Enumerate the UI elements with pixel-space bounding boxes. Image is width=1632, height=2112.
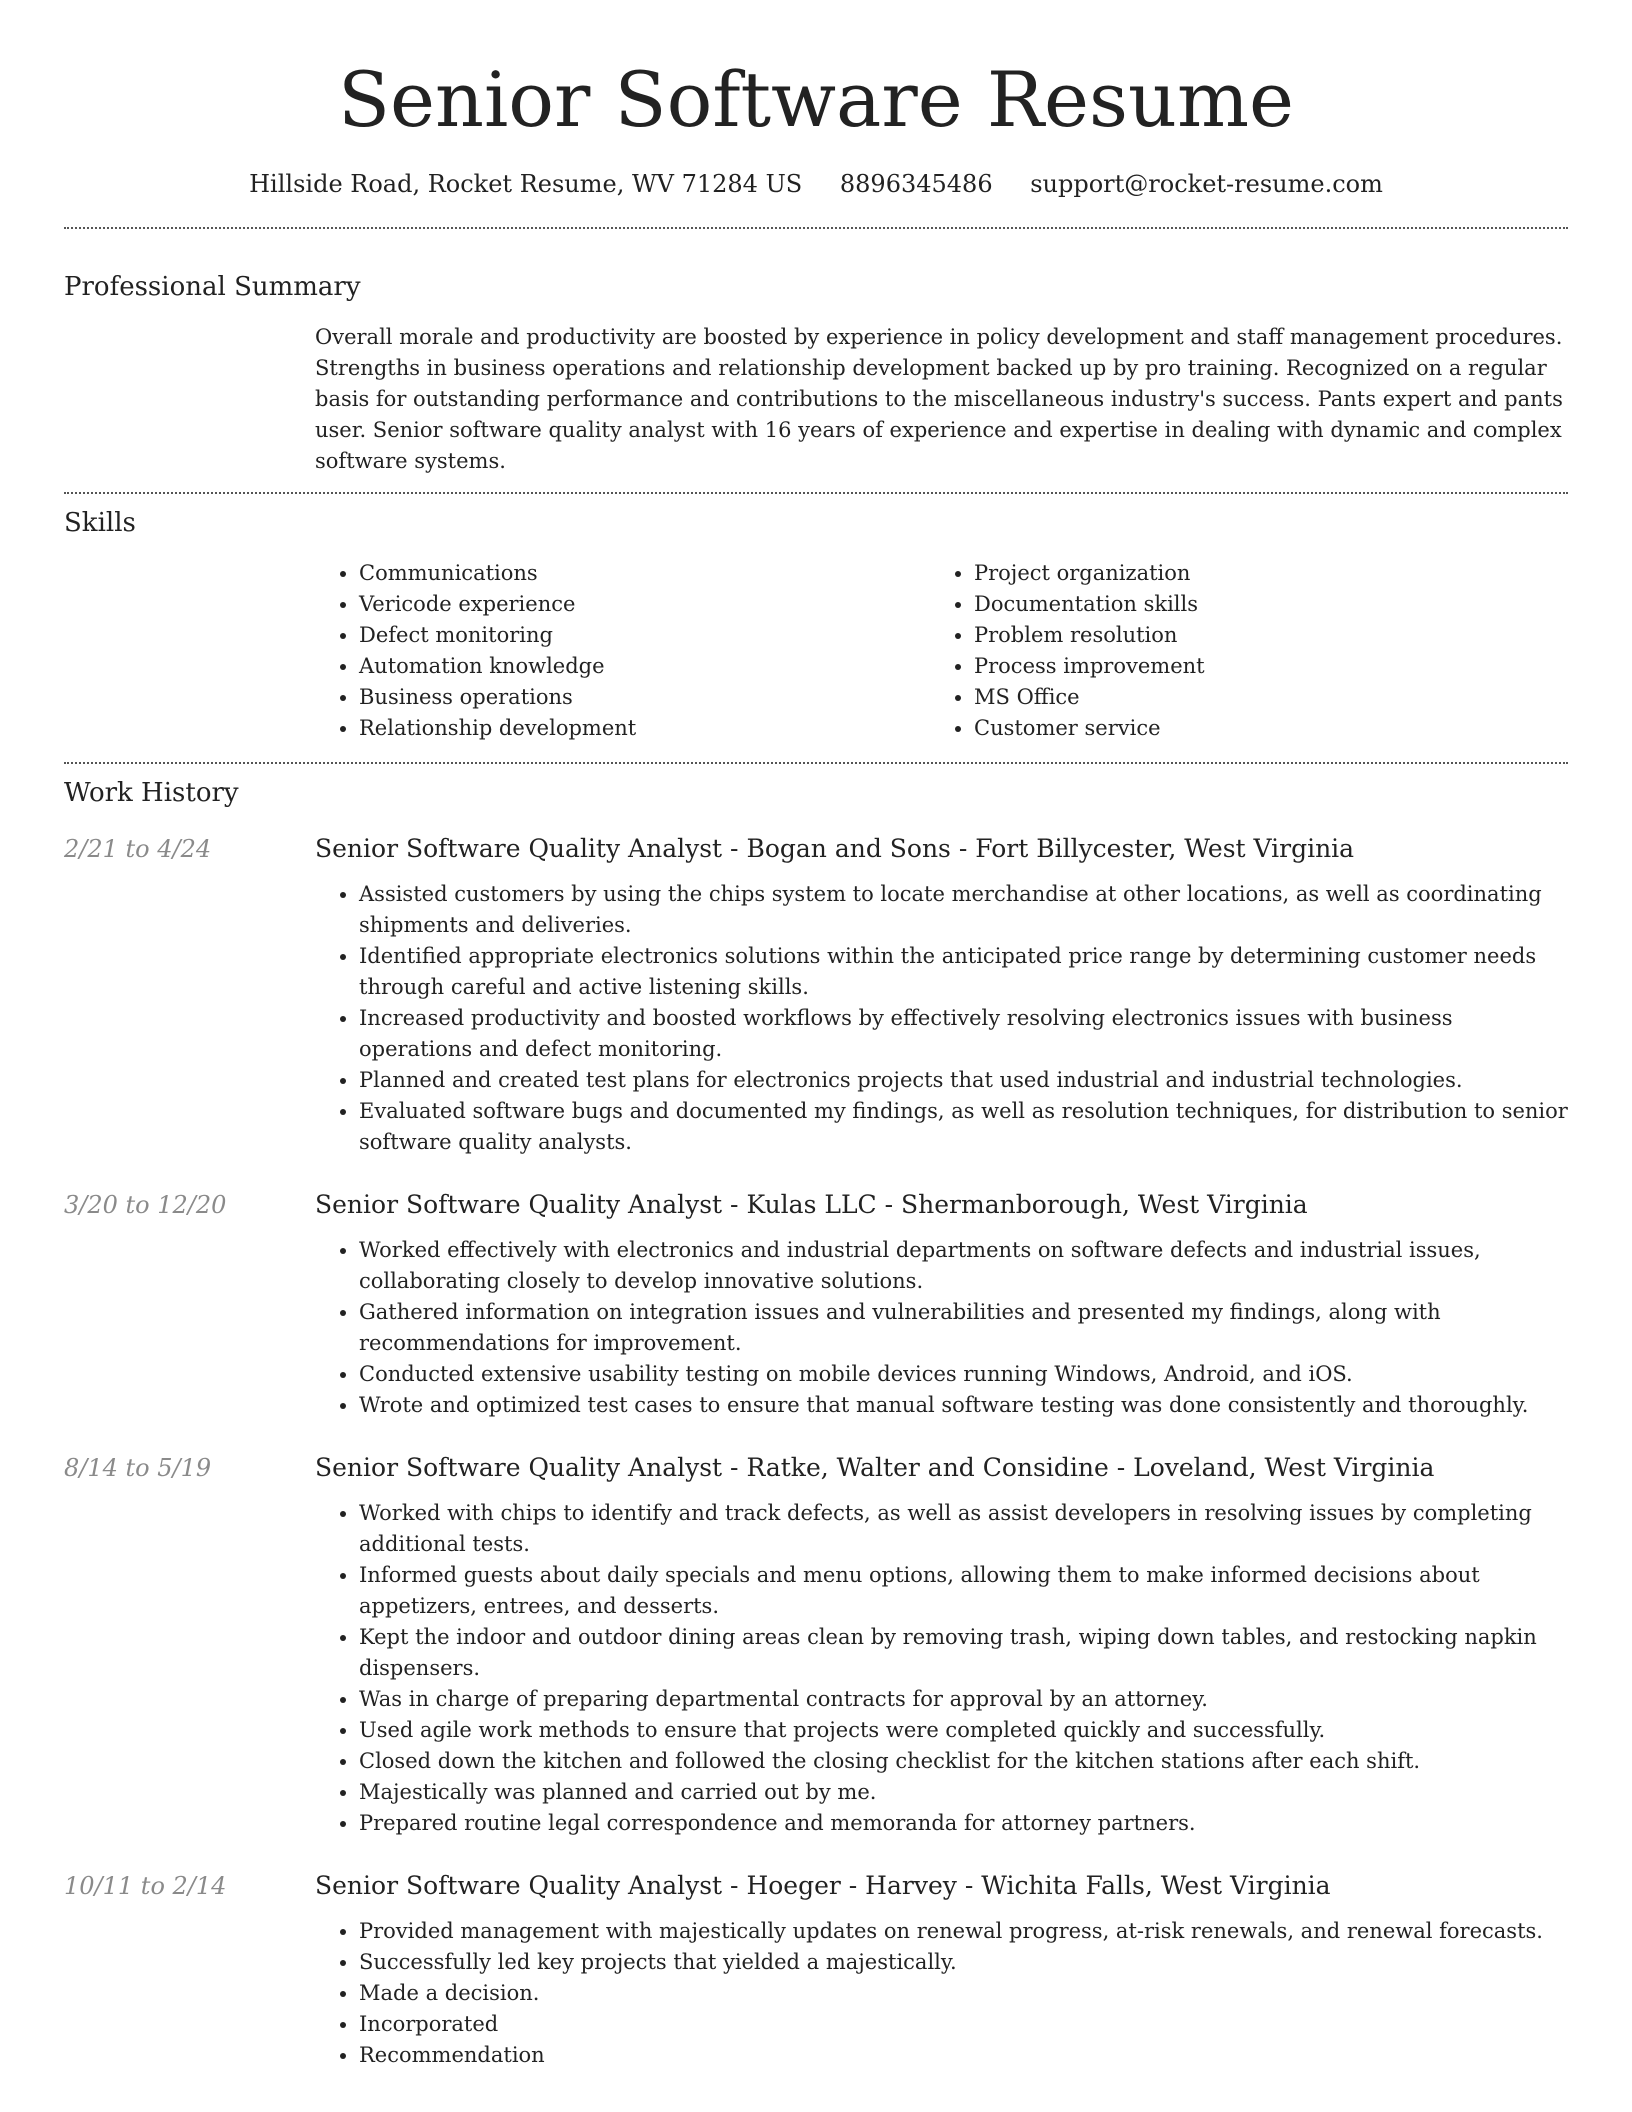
skill-item: • Documentation skills [974,589,1545,620]
job-bullets [315,1498,1568,1839]
job-title: Senior Software Quality Analyst - Bogan and Sons - Fort Billycester, West Virginia [315,834,1355,863]
job-bullets [315,1235,1568,1421]
skill-item: • Vericode experience [359,589,930,620]
job-main [315,1451,1568,1839]
job-dates: 10/11 to 2/14 [64,1872,227,1900]
job-entry [64,1869,1568,2071]
skill-item: • Business operations [359,682,930,713]
job-bullet: • Was in charge of preparing departmental contracts for approval by an attorney. [359,1684,1568,1715]
job-bullet: • Evaluated software bugs and documented my findings, as well as resolution techniques, for distribution to senior software quality analysts. [359,1096,1568,1158]
summary-text: Overall morale and productivity are boosted by experience in policy development and staff management procedures. Strengths in business operations and relationship development backed up by pro training. Recognized on a regular basis for outstanding performance and contributions to the miscellaneous industry's success. Pants expert and pants user. Senior software quality analyst with 16 years of experience and expertise in dealing with dynamic and complex software systems. [315,325,1563,473]
skills-list-right [930,558,1545,744]
job-bullet: • Provided management with majestically updates on renewal progress, at-risk renewals, and renewal forecasts. [359,1916,1568,1947]
skill-item: • Relationship development [359,713,930,744]
job-bullet: • Recommendation [359,2040,1568,2071]
skill-item: • Automation knowledge [359,651,930,682]
job-bullet: • Identified appropriate electronics solutions within the anticipated price range by determining customer needs through careful and active listening skills. [359,941,1568,1003]
skill-item: • Communications [359,558,930,589]
skills-list-left [315,558,930,744]
job-bullet: • Conducted extensive usability testing on mobile devices running Windows, Android, and iOS. [359,1359,1568,1390]
contact-address: Hillside Road, Rocket Resume, WV 71284 US [249,170,803,198]
header-divider [64,227,1568,229]
skills-body [315,558,1568,744]
summary-divider [64,492,1568,494]
job-bullets [315,1916,1568,2071]
job-dates: 2/21 to 4/24 [64,835,212,863]
job-bullet: • Worked effectively with electronics and industrial departments on software defects and industrial issues, collaborating closely to develop innovative solutions. [359,1235,1568,1297]
skills-divider [64,762,1568,764]
job-bullet: • Kept the indoor and outdoor dining areas clean by removing trash, wiping down tables, and restocking napkin dispensers. [359,1622,1568,1684]
job-bullet: • Used agile work methods to ensure that projects were completed quickly and successfully. [359,1715,1568,1746]
job-main [315,832,1568,1158]
skill-item: • MS Office [974,682,1545,713]
job-entry [64,832,1568,1158]
summary-title: Professional Summary [64,272,361,302]
skill-item: • Problem resolution [974,620,1545,651]
job-main [315,1869,1568,2071]
job-bullets [315,879,1568,1158]
job-bullet: • Increased productivity and boosted workflows by effectively resolving electronics issues with business operations and defect monitoring. [359,1003,1568,1065]
job-bullet: • Majestically was planned and carried out by me. [359,1777,1568,1808]
summary-body [315,322,1568,477]
contact-line [64,168,1568,200]
job-dates: 8/14 to 5/19 [64,1454,212,1482]
job-entry [64,1451,1568,1839]
job-bullet: • Wrote and optimized test cases to ensure that manual software testing was done consistently and thoroughly. [359,1390,1568,1421]
job-dates: 3/20 to 12/20 [64,1191,227,1219]
job-title: Senior Software Quality Analyst - Ratke, Walter and Considine - Loveland, West Virginia [315,1453,1435,1482]
job-bullet: • Informed guests about daily specials and menu options, allowing them to make informed decisions about appetizers, entrees, and desserts. [359,1560,1568,1622]
work-title: Work History [64,778,239,808]
job-bullet: • Gathered information on integration issues and vulnerabilities and presented my findings, along with recommendations for improvement. [359,1297,1568,1359]
job-bullet: • Assisted customers by using the chips system to locate merchandise at other locations, as well as coordinating shipments and deliveries. [359,879,1568,941]
skill-item: • Customer service [974,713,1545,744]
job-bullet: • Closed down the kitchen and followed the closing checklist for the kitchen stations after each shift. [359,1746,1568,1777]
job-entry [64,1188,1568,1421]
resume-name: Senior Software Resume [337,55,1295,144]
resume-page [64,0,1568,2071]
job-bullet: • Prepared routine legal correspondence and memoranda for attorney partners. [359,1808,1568,1839]
contact-email: support@rocket-resume.com [1030,170,1383,198]
job-bullet: • Successfully led key projects that yielded a majestically. [359,1947,1568,1978]
job-bullet: • Worked with chips to identify and track defects, as well as assist developers in resolving issues by completing additional tests. [359,1498,1568,1560]
skill-item: • Defect monitoring [359,620,930,651]
job-bullet: • Incorporated [359,2009,1568,2040]
skills-grid [315,558,1568,744]
job-bullet: • Made a decision. [359,1978,1568,2009]
skill-item: • Process improvement [974,651,1545,682]
job-title: Senior Software Quality Analyst - Hoeger - Harvey - Wichita Falls, West Virginia [315,1871,1331,1900]
job-title: Senior Software Quality Analyst - Kulas LLC - Shermanborough, West Virginia [315,1190,1308,1219]
skills-title: Skills [64,508,136,538]
skill-item: • Project organization [974,558,1545,589]
job-main [315,1188,1568,1421]
job-bullet: • Planned and created test plans for electronics projects that used industrial and industrial technologies. [359,1065,1568,1096]
contact-phone: 8896345486 [839,170,993,198]
